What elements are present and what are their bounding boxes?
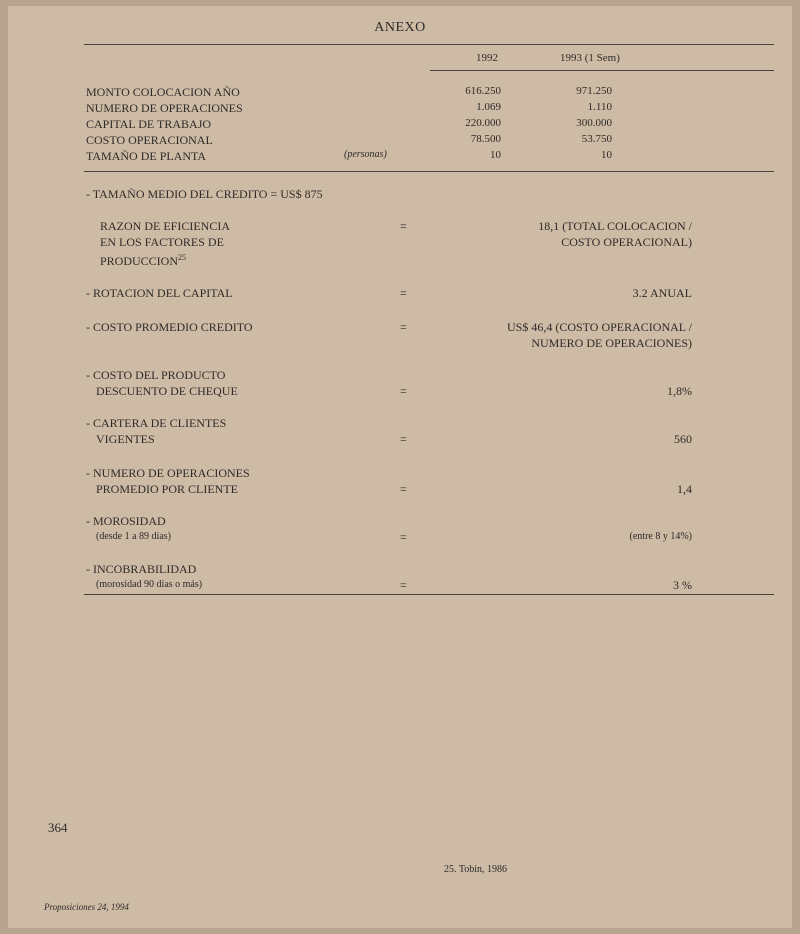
- footnote-marker: 25: [178, 253, 187, 262]
- indicator-label-line: [100, 250, 230, 269]
- row-label: CAPITAL DE TRABAJO: [86, 117, 212, 131]
- indicator-label: [86, 465, 250, 497]
- indicator-label-line: [86, 513, 171, 529]
- col-header-1993: 1993 (1 Sem): [560, 52, 620, 64]
- table-row: [86, 85, 686, 101]
- indicator-value-line: 3 %: [673, 578, 692, 592]
- indicator-label: [86, 367, 238, 399]
- indicator-value: [677, 481, 692, 497]
- indicator-value-line: 560: [674, 432, 692, 446]
- indicator-value: [673, 577, 692, 593]
- indicator-label: [86, 285, 233, 301]
- row-label: MONTO COLOCACION AÑO: [86, 85, 240, 99]
- indicator-value: [633, 285, 692, 301]
- equals-sign: =: [400, 384, 407, 398]
- value-1992: 220.000: [465, 117, 501, 129]
- header-rule: [430, 70, 774, 71]
- indicator-label-line: [86, 367, 238, 383]
- equals-sign: =: [400, 530, 407, 544]
- indicator-value-line: 1,8%: [667, 384, 692, 398]
- equals-sign: =: [400, 219, 407, 233]
- indicator-label-line: [86, 285, 233, 301]
- indicator-label-line: [86, 319, 253, 335]
- indicator-value: [507, 319, 692, 351]
- indicator-value: [667, 383, 692, 399]
- row-label: NUMERO DE OPERACIONES: [86, 101, 243, 115]
- indicator-label-line: [86, 431, 226, 447]
- indicator-label: [86, 319, 253, 335]
- indicator-value-line: (entre 8 y 14%): [629, 531, 692, 542]
- indicator-label-text: - COSTO PROMEDIO CREDITO: [86, 320, 253, 334]
- indicator-label-line: [86, 383, 238, 399]
- indicator-label-text: - ROTACION DEL CAPITAL: [86, 286, 233, 300]
- indicator-label-text: - COSTO DEL PRODUCTO: [86, 368, 226, 382]
- indicator-label-line: [86, 561, 202, 577]
- value-1993: 1.110: [587, 101, 612, 113]
- equals-sign: =: [400, 286, 407, 300]
- table-row: [86, 101, 686, 117]
- value-1992: 616.250: [465, 85, 501, 97]
- indicator-label-text: - CARTERA DE CLIENTES: [86, 416, 227, 430]
- indicator-value-line: COSTO OPERACIONAL): [561, 235, 692, 249]
- indicator-value: [538, 218, 692, 250]
- indicator-label: [100, 218, 230, 269]
- indicator-value: [674, 431, 692, 447]
- footnote: 25. Tobin, 1986: [444, 864, 508, 875]
- page-title: ANEXO: [374, 20, 426, 35]
- row-unit: (personas): [344, 149, 387, 160]
- value-1993: 971.250: [576, 85, 612, 97]
- table-bottom-rule: [84, 171, 774, 172]
- equals-sign: =: [400, 432, 407, 446]
- bottom-rule: [84, 594, 774, 595]
- indicator-label: [86, 513, 171, 545]
- value-1993: 53.750: [581, 133, 612, 145]
- indicator-label-line: [100, 234, 230, 250]
- indicator-label-text: - INCOBRABILIDAD: [86, 562, 197, 576]
- row-label: TAMAÑO DE PLANTA: [86, 149, 207, 163]
- avg-credit-text: - TAMAÑO MEDIO DEL CREDITO = US$ 875: [86, 187, 323, 201]
- indicator-label: [86, 561, 202, 593]
- indicator-label-line: [86, 481, 250, 497]
- equals-sign: =: [400, 578, 407, 592]
- indicator-label-text: DESCUENTO DE CHEQUE: [96, 384, 238, 398]
- row-label: COSTO OPERACIONAL: [86, 133, 213, 147]
- indicator-label-line: [86, 465, 250, 481]
- indicator-label-text: (desde 1 a 89 días): [96, 531, 171, 542]
- equals-sign: =: [400, 482, 407, 496]
- top-rule: [84, 44, 774, 45]
- indicator-label-text: - NUMERO DE OPERACIONES: [86, 466, 250, 480]
- value-1992: 78.500: [470, 133, 501, 145]
- indicator-value-line: 18,1 (TOTAL COLOCACION /: [538, 219, 692, 233]
- value-1992: 10: [490, 149, 501, 161]
- value-1993: 300.000: [576, 117, 612, 129]
- indicator-label-text: EN LOS FACTORES DE: [100, 235, 224, 249]
- value-1993: 10: [601, 149, 612, 161]
- equals-sign: =: [400, 320, 407, 334]
- indicator-label-line: [100, 218, 230, 234]
- indicator-label-text: RAZON DE EFICIENCIA: [100, 219, 230, 233]
- indicator-label-text: VIGENTES: [96, 432, 155, 446]
- document-page: [8, 6, 792, 928]
- indicator-value-line: 3.2 ANUAL: [632, 286, 692, 300]
- journal-reference: Proposiciones 24, 1994: [44, 902, 129, 912]
- table-row: [86, 117, 686, 133]
- indicator-label: [86, 415, 226, 447]
- indicator-label-text: (morosidad 90 días o más): [96, 579, 203, 590]
- indicator-value-line: 1,4: [677, 482, 692, 496]
- col-header-1992: 1992: [476, 52, 498, 64]
- indicator-value: [630, 529, 692, 545]
- indicator-label-text: PRODUCCION: [100, 254, 179, 268]
- indicator-label-line: [86, 415, 226, 431]
- indicator-value-line: US$ 46,4 (COSTO OPERACIONAL /: [506, 320, 692, 334]
- indicator-label-line: [86, 577, 202, 593]
- value-1992: 1.069: [476, 101, 501, 113]
- indicator-label-text: - MOROSIDAD: [86, 514, 166, 528]
- table-row: [86, 149, 686, 165]
- table-row: [86, 133, 686, 149]
- indicator-label-text: PROMEDIO POR CLIENTE: [96, 482, 239, 496]
- indicator-value-line: NUMERO DE OPERACIONES): [531, 336, 692, 350]
- indicator-label-line: [86, 529, 171, 545]
- page-number: 364: [48, 820, 68, 835]
